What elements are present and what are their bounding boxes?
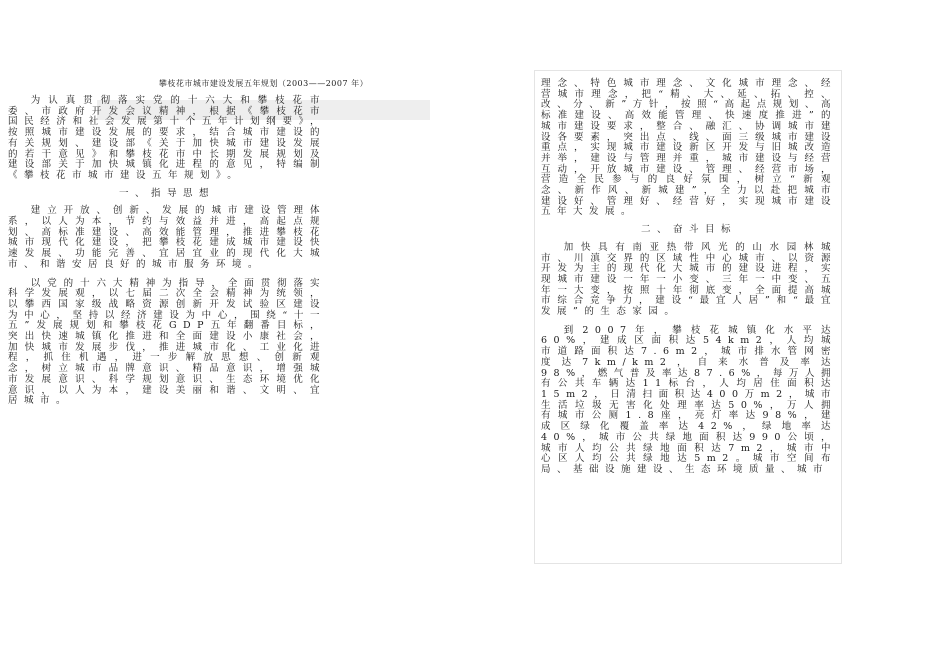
guiding-ideology-paragraph-1: 建立开放、创新、发展的城市建设管理体系，以人为本，节约与效益并进，高起点规划、高标准建设、高效能管理，推进攀枝花城市现代化建设，把攀枝花建成城市建设快速发展、功能完善、宜居宜业的现代化大城市、和谐安居良好的城市服务环境。 [8,205,326,270]
guiding-ideology-paragraph-2: 以党的十六大精神为指导，全面贯彻落实科学发展观，以七届二次全会精神为统领，以攀西国家级战略资源创新开发试验区建设为中心，坚持以经济建设为中心，围绕“十一五”发展规划和攀枝花GDP五年翻番目标，突出快速城镇化推进和全面建设小康社会，加快城市发展步伐，推进城市化、工业化进程，抓住机遇，进一步解放思想、创新观念，树立城市品牌意识、精品意识，增强城市发展意识、科学规划意识、生态环境优化意识，以人为本，建设美丽和谐、文明、宜居城市。 [8,277,326,407]
goals-paragraph-2: 到2007年，攀枝花城镇化水平达60%，建成区面积达54km2，人均城市道路面积达7.6m2，城市排水管网密度达7km/km2，自来水普及率达98%，燃气普及率达87.6%，每万人拥有公共车辆达11标台，人均居住面积达15m2，日清扫面积达400万m2，城市生活垃圾无害化处理率达50%，万人拥有城市公厕1.8座，亮灯率达98%，建成区绿化覆盖率达42%，绿地率达40%，城市公共绿地面积达990公顷，城市人均公共绿地面积达7m2，城市中心区人均公共绿地达5m2。城市空间布局、基础设施建设、生态环境质量、城市 [541,324,837,475]
right-body-text [541,79,837,476]
section-heading-guiding-ideology: 一、指导思想 [118,187,215,199]
goals-paragraph-1: 加快具有南亚热带风光的山水园林城市、川滇交界的区域性中心城市、以资源开发为主的现代化大城市的建设进程，实现城市建设一年一小变、三年一中变、五年一大变，按照十年彻底变，全面提高城市综合竞争力，建设“最宜人居”和“最宜发展”的生态家园。 [541,241,837,318]
document-title: 攀枝花市城市建设发展五年规划（2003——2007 年） [158,79,369,88]
right-page [534,70,842,564]
section-heading-goals: 二、奋斗目标 [640,224,737,236]
left-body-text [8,96,326,407]
intro-paragraph: 为认真贯彻落实党的十六大和攀枝花市委、市政府开发会议精神，根据《攀枝花市国民经济和社会发展第十个五年计划纲要》，按照城市建设发展的要求，结合城市建设的有关规划、建设部《关于加快城市建设发展的若干意见》和攀枝花市中长期发展规划及建设部关于加快城镇化进程的意见，特编制《攀枝花市城市建设五年规划》。 [8,95,326,181]
continued-paragraph: 理念、特色城市理念、文化城市理念、经营城市理念，把“精、大、延、拓、控、改、分、新”方针，按照“高起点规划、高标准建设、高效能管理、快速度推进”的城市建设要求，整合、融汇、协调城市建设各要素，突出点、线、面三级城市建设重点，实现城市建设新区开发与旧城改造并举，建设与管理并重，城市建设与经营互动，开放城市建设、管理、经营市场，营造全民参与的良好氛围，树立“新观念、新作风、新城建”，全力以赴把城市建设好、管理好、经营好，实现城市建设五年大发展。 [541,78,837,218]
